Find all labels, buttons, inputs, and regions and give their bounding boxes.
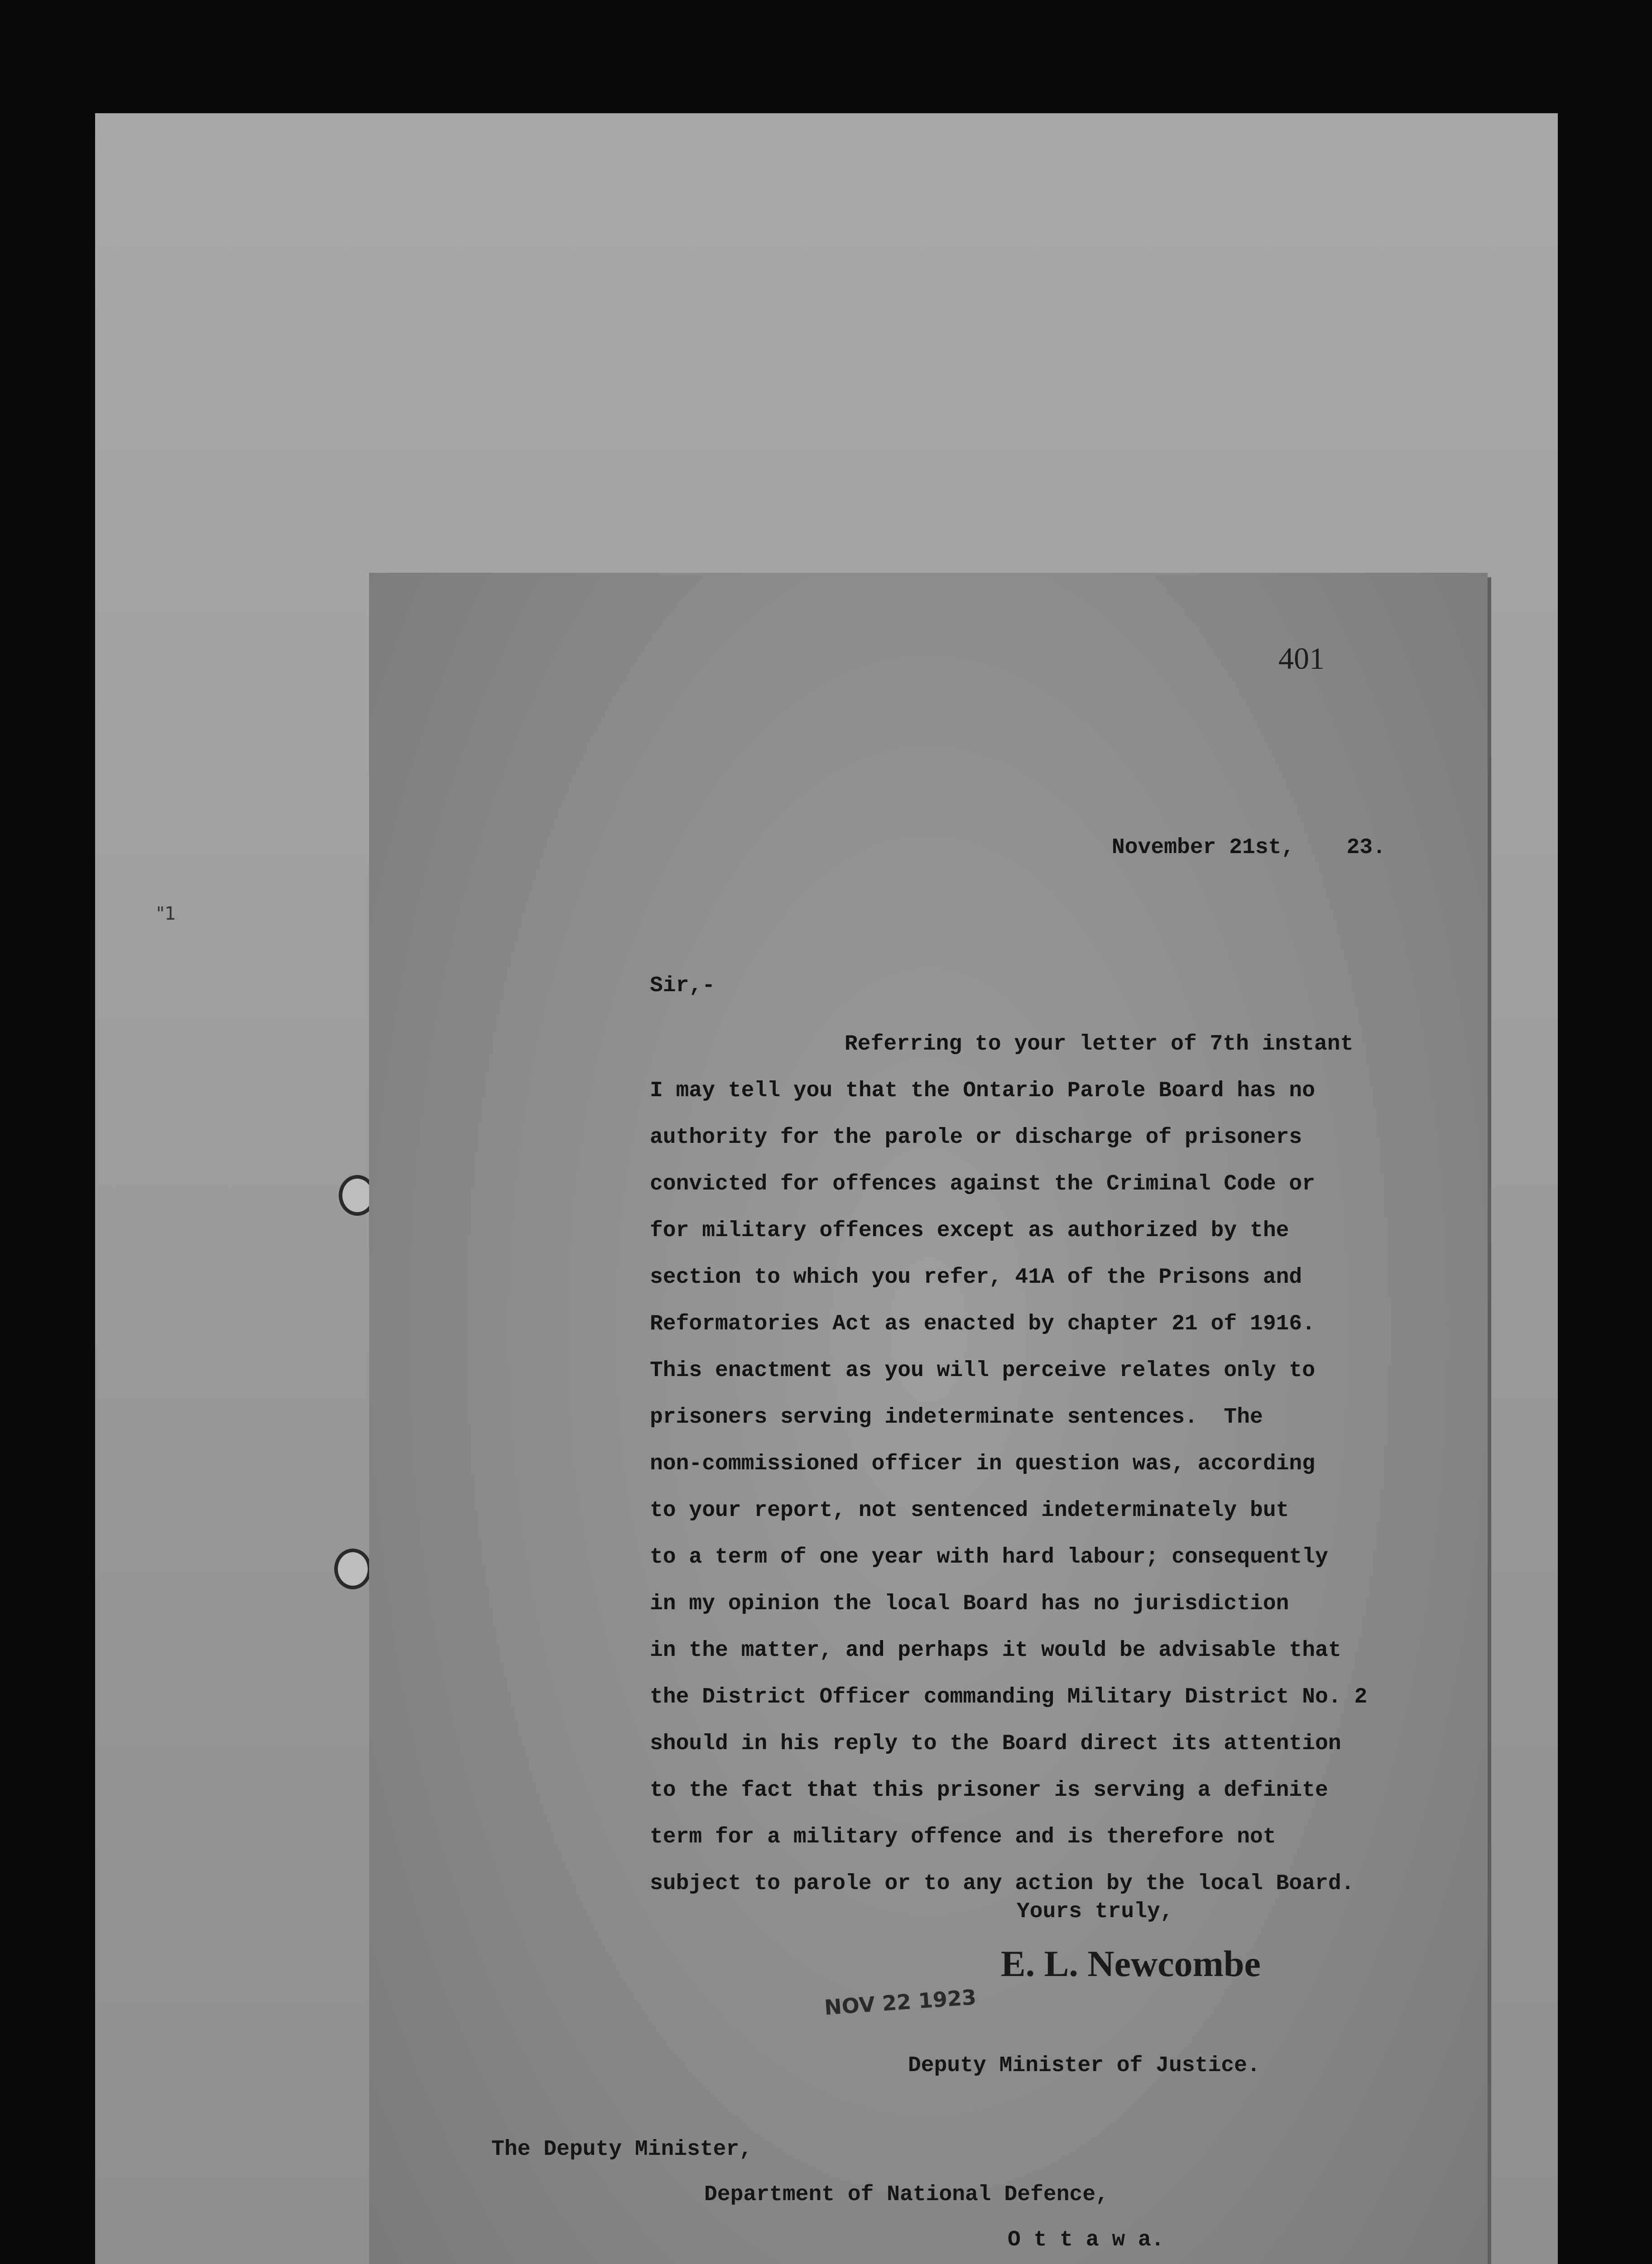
closing: Yours truly,: [1017, 1899, 1173, 1924]
body-line: the District Officer commanding Military District No. 2: [650, 1685, 1368, 1709]
body-line: subject to parole or to any action by the local Board.: [650, 1871, 1354, 1896]
letter-body: [650, 1021, 1447, 1907]
received-date-stamp: NOV 22 1923: [823, 1985, 977, 2020]
body-line: Reformatories Act as enacted by chapter 21 of 1916.: [650, 1312, 1316, 1336]
address-line-recipient: The Deputy Minister,: [491, 2137, 753, 2162]
body-line: in my opinion the local Board has no jurisdiction: [650, 1592, 1289, 1616]
body-line: authority for the parole or discharge of prisoners: [650, 1125, 1302, 1150]
archival-mount-board: [95, 113, 1558, 2264]
body-line: convicted for offences against the Criminal Code or: [650, 1172, 1316, 1196]
body-line: This enactment as you will perceive relates only to: [650, 1358, 1316, 1383]
signatory-title: Deputy Minister of Justice.: [908, 2053, 1260, 2078]
margin-mark: "1: [156, 903, 176, 924]
body-line: non-commissioned officer in question was, according: [650, 1452, 1316, 1476]
address-line-department: Department of National Defence,: [704, 2182, 1109, 2207]
body-line: to your report, not sentenced indeterminately but: [650, 1498, 1289, 1523]
body-line: for military offences except as authorized by the: [650, 1218, 1289, 1243]
body-line: section to which you refer, 41A of the Prisons and: [650, 1265, 1302, 1290]
binder-hole-bottom: [334, 1549, 371, 1589]
body-line: in the matter, and perhaps it would be advisable that: [650, 1638, 1341, 1663]
body-line: to a term of one year with hard labour; consequently: [650, 1545, 1328, 1569]
body-line: I may tell you that the Ontario Parole Board has no: [650, 1079, 1316, 1103]
signature: E. L. Newcombe: [1001, 1943, 1261, 1984]
letter-sheet: [369, 573, 1488, 2264]
salutation: Sir,-: [650, 974, 716, 998]
body-line: Referring to your letter of 7th instant: [845, 1032, 1354, 1056]
body-line: should in his reply to the Board direct its attention: [650, 1732, 1341, 1756]
letter-date: November 21st, 23.: [1112, 835, 1386, 860]
body-line: prisoners serving indeterminate sentences. The: [650, 1405, 1263, 1429]
body-line: term for a military offence and is therefore not: [650, 1825, 1276, 1849]
body-line: to the fact that this prisoner is serving a definite: [650, 1778, 1328, 1803]
address-line-city: O t t a w a.: [1008, 2228, 1164, 2252]
page-number: 401: [1278, 641, 1325, 676]
